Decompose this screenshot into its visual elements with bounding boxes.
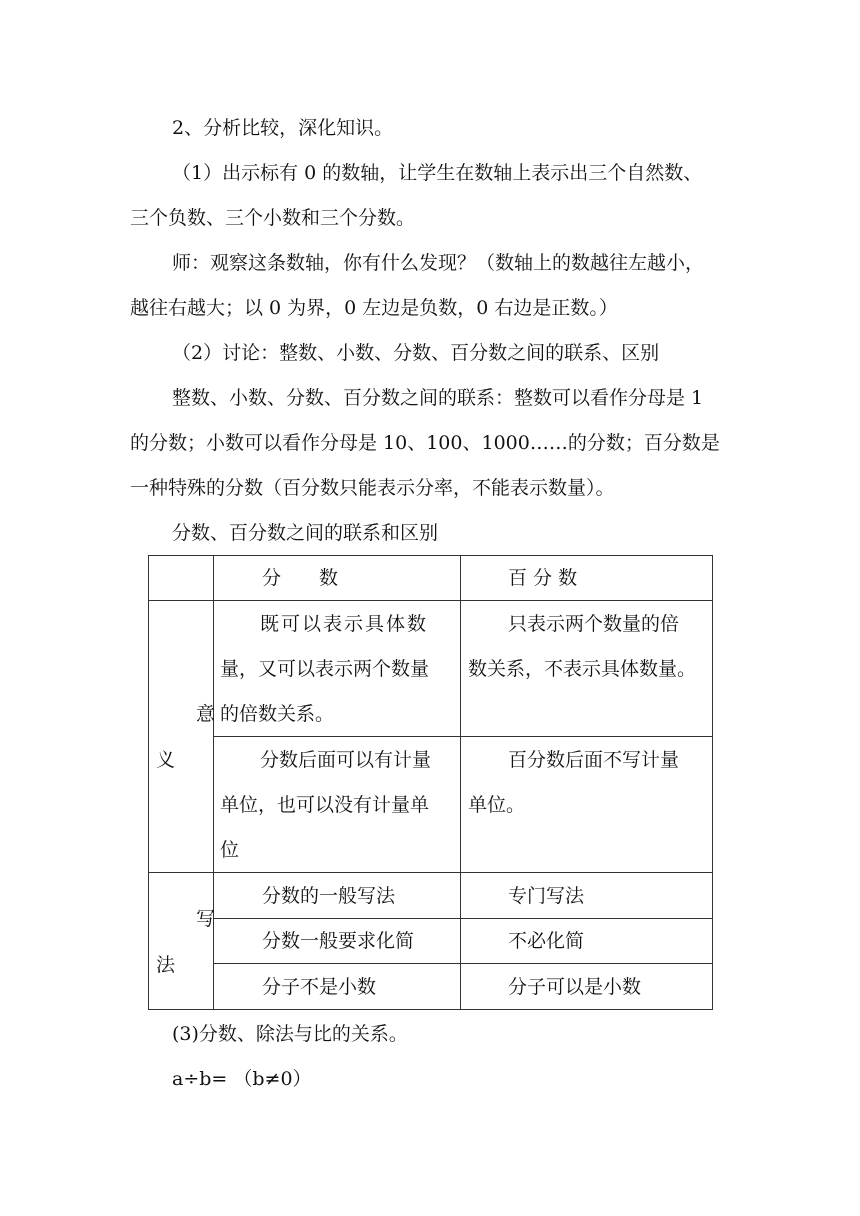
paragraph-7: (3)分数、除法与比的关系。: [172, 1023, 408, 1045]
meaning-1-percent-line-1: 只表示两个数量的倍: [508, 613, 680, 635]
table-border: [213, 918, 713, 919]
table-border: [213, 555, 214, 1010]
writing-1-percent: 专门写法: [508, 885, 585, 907]
table-border: [148, 555, 149, 1010]
writing-3-fraction: 分子不是小数: [262, 976, 377, 998]
meaning-2-percent-line-1: 百分数后面不写计量: [508, 749, 680, 771]
row-meaning-label-a: 意: [196, 703, 216, 725]
meaning-2-fraction-line-3: 位: [220, 839, 240, 861]
row-writing-label-a: 写: [196, 908, 216, 930]
table-border: [213, 736, 713, 737]
paragraph-5-line-3: 一种特殊的分数（百分数只能表示分率，不能表示数量）。: [130, 477, 615, 499]
writing-1-fraction: 分数的一般写法: [262, 885, 396, 907]
meaning-2-fraction-line-2: 单位，也可以没有计量单: [220, 794, 430, 816]
table-border: [148, 872, 713, 873]
paragraph-3-line-2: 越往右越大；以 0 为界，0 左边是负数，0 右边是正数。）: [130, 297, 618, 319]
paragraph-3-line-1: 师：观察这条数轴，你有什么发现？（数轴上的数越往左越小，: [172, 252, 705, 274]
table-border: [712, 555, 713, 1010]
table-border: [148, 1009, 713, 1010]
table-border: [148, 600, 713, 601]
writing-3-percent: 分子可以是小数: [508, 976, 642, 998]
table-caption: 分数、百分数之间的联系和区别: [172, 522, 439, 544]
meaning-2-fraction-line-1: 分数后面可以有计量: [260, 749, 432, 771]
writing-2-fraction: 分数一般要求化简: [262, 930, 415, 952]
table-border: [213, 963, 713, 964]
paragraph-1: 2、分析比较，深化知识。: [172, 117, 394, 139]
paragraph-4: （2）讨论：整数、小数、分数、百分数之间的联系、区别: [172, 342, 660, 364]
table-border: [460, 555, 461, 1010]
header-fraction: 分 数: [262, 567, 339, 589]
comparison-table: [148, 555, 713, 1010]
paragraph-5-line-2: 的分数；小数可以看作分母是 10、100、1000……的分数；百分数是: [130, 432, 720, 454]
meaning-2-percent-line-2: 单位。: [468, 794, 526, 816]
header-percent: 百 分 数: [508, 567, 578, 589]
paragraph-2-line-2: 三个负数、三个小数和三个分数。: [130, 207, 416, 229]
row-writing-label-b: 法: [156, 954, 176, 976]
row-meaning-label-b: 义: [156, 749, 176, 771]
meaning-1-fraction-line-2: 量，又可以表示两个数量: [220, 658, 430, 680]
paragraph-5-line-1: 整数、小数、分数、百分数之间的联系：整数可以看作分母是 1: [172, 387, 704, 409]
writing-2-percent: 不必化简: [508, 930, 585, 952]
meaning-1-fraction-line-1: 既可以表示具体数: [260, 613, 429, 635]
meaning-1-fraction-line-3: 的倍数关系。: [220, 703, 335, 725]
paragraph-8: a÷b= （b≠0）: [172, 1068, 312, 1090]
paragraph-2-line-1: （1）出示标有 0 的数轴，让学生在数轴上表示出三个自然数、: [172, 162, 703, 184]
meaning-1-percent-line-2: 数关系，不表示具体数量。: [468, 658, 697, 680]
table-border: [148, 555, 713, 556]
